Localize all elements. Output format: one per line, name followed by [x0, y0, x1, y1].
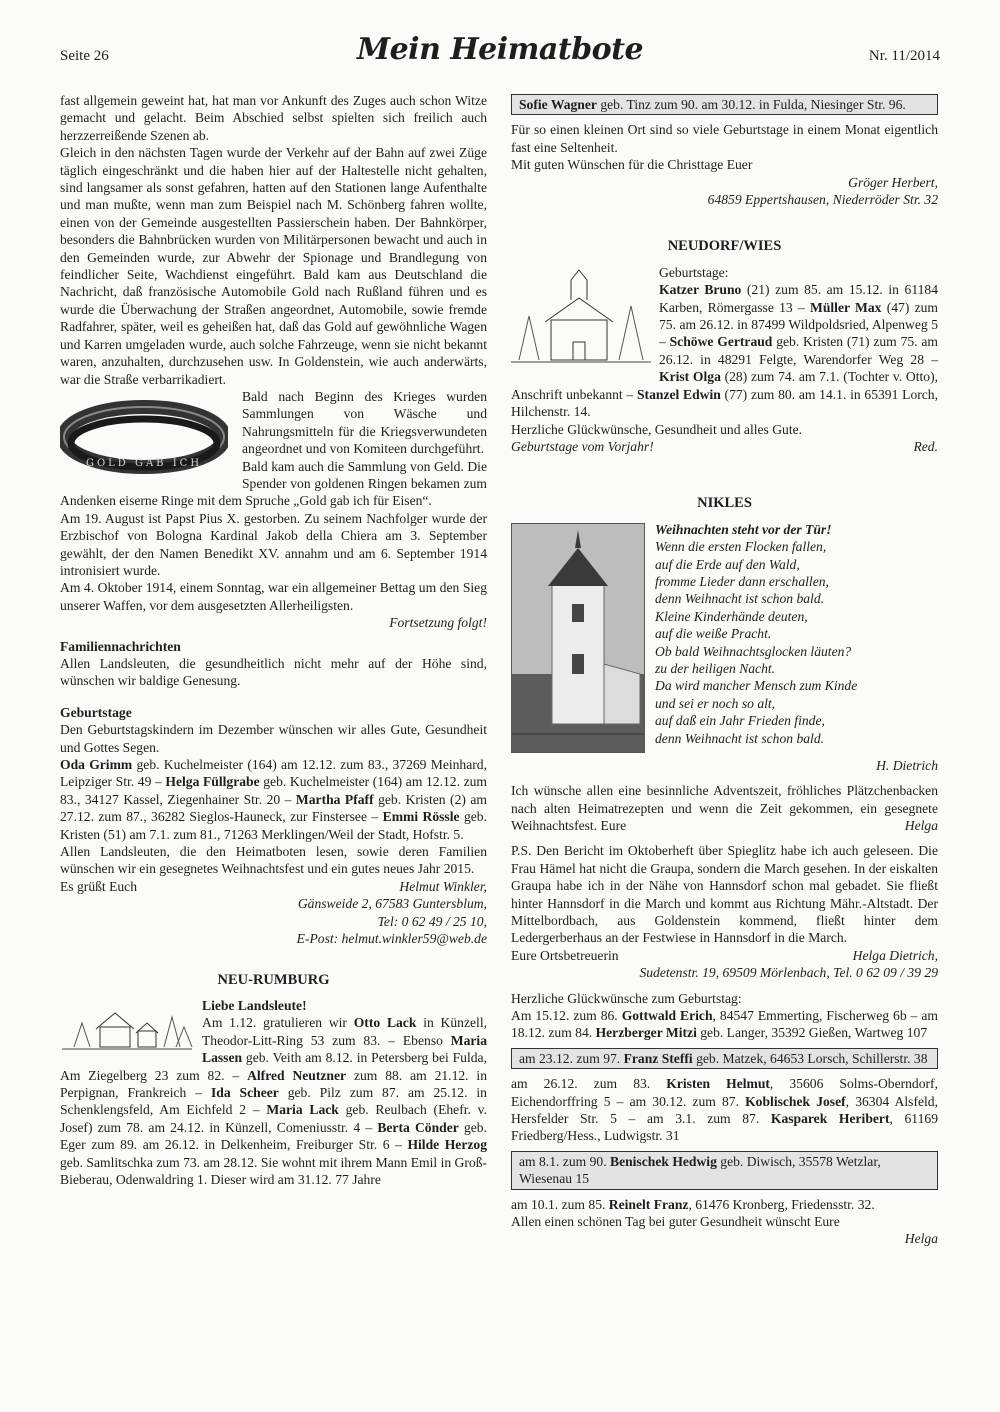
- page-number: Seite 26: [60, 48, 109, 64]
- article-paragraph: Am 19. August ist Papst Pius X. gestorben. Zu seinem Nachfolger wurde der Erzbischof von Bologna Kardinal Jakob della Chiera am 3. September gewählt, der den Namen Benedikt XV. annahm und am 6. September 1914 intronisiert wurde.: [60, 510, 487, 578]
- poem-line: auf daß ein Jahr Frieden finde,: [655, 713, 825, 729]
- section-heading-neu-rumburg: NEU-RUMBURG: [217, 971, 330, 988]
- birthday-lead: Herzliche Glückwünsche zum Geburtstag:: [511, 990, 742, 1006]
- article-paragraph: Allen Landsleuten, die gesundheitlich nicht mehr auf der Höhe sind, wünschen wir baldige Genesung.: [60, 656, 487, 689]
- birthday-list: am 26.12. zum 83. Kristen Helmut, 35606 Solms-Oberndorf, Eichendorffring 5 – am 30.12. zum 87. Koblischek Josef, 36304 Alsfeld, Hersfelder Str. 5 – am 3.1. zum 87. Kasparek Heribert, 61169 Friedberg/Hess., Ludwigstr. 31: [511, 1076, 938, 1144]
- signature-name: Helga: [904, 1231, 938, 1247]
- birthday-lead: Geburtstage:: [659, 264, 729, 280]
- editor-mark: Red.: [913, 438, 938, 454]
- section-heading: Geburtstage: [60, 704, 132, 720]
- article-paragraph: Den Geburtstagskindern im Dezember wünschen wir alles Gute, Gesundheit und Gottes Segen.: [60, 722, 487, 755]
- greeting: Es grüßt Euch: [60, 878, 138, 894]
- left-column: [60, 92, 487, 1188]
- signature-name: Helga: [904, 817, 938, 833]
- poem-author: H. Dietrich: [876, 757, 938, 773]
- signature-role: Eure Ortsbetreuerin: [511, 947, 619, 963]
- poem-line: denn Weihnacht ist schon bald.: [655, 730, 825, 746]
- article-paragraph: Mit guten Wünschen für die Christtage Euer: [511, 157, 753, 173]
- birthday-list: am 10.1. zum 85. Reinelt Franz, 61476 Kronberg, Friedensstr. 32.: [511, 1196, 875, 1212]
- poem-line: fromme Lieder dann erschallen,: [655, 573, 829, 589]
- poem-line: Kleine Kinderhände deuten,: [655, 608, 808, 624]
- signature-name: Helga Dietrich,: [852, 947, 938, 963]
- signature-name: Helmut Winkler,: [399, 878, 487, 894]
- signature-address: Sudetenstr. 19, 69509 Mörlenbach, Tel. 0 62 09 / 39 29: [639, 965, 938, 981]
- signature-phone: Tel: 0 62 49 / 25 10,: [377, 913, 487, 929]
- right-column: [511, 92, 938, 1248]
- article-paragraph: Am 4. Oktober 1914, einem Sonntag, war ein allgemeiner Bettag um den Sieg unserer Waffen, vor dem ausgesetzten Allerheiligsten.: [60, 580, 487, 613]
- poem-line: denn Weihnacht ist schon bald.: [655, 591, 825, 607]
- poem-line: Wenn die ersten Flocken fallen,: [655, 539, 827, 555]
- poem-title: Weihnachten steht vor der Tür!: [655, 521, 832, 537]
- highlight-box: am 23.12. zum 97. Franz Steffi geb. Matzek, 64653 Lorsch, Schillerstr. 38: [511, 1048, 938, 1069]
- issue-number: Nr. 11/2014: [868, 48, 940, 64]
- masthead-title: Mein Heimatbote: [356, 32, 644, 67]
- village-sketch: [60, 999, 194, 1055]
- signature-address: 64859 Eppertshausen, Niederröder Str. 32: [707, 192, 938, 208]
- poem-line: Da wird mancher Mensch zum Kinde: [655, 678, 858, 694]
- church-tower-photo: [511, 523, 645, 753]
- section-heading: Familiennachrichten: [60, 638, 181, 654]
- section-heading-nikles: NIKLES: [697, 495, 752, 512]
- poem-line: auf die Erde auf den Wald,: [655, 556, 800, 572]
- poem-line: auf die weiße Pracht.: [655, 626, 772, 642]
- continuation-note: Fortsetzung folgt!: [389, 615, 487, 631]
- signature-email: E-Post: helmut.winkler59@web.de: [296, 931, 487, 947]
- section-heading-neudorf-wies: NEUDORF/WIES: [667, 238, 782, 255]
- article-paragraph: Ich wünsche allen eine besinnliche Adventszeit, fröhliches Plätzchenbacken nach alten Heimatrezepten und wenn die Zeit gekommen, ein gesegnete Weihnachtsfest. Eure: [511, 783, 938, 833]
- article-paragraph: fast allgemein geweint hat, hat man vor Ankunft des Zuges auch schon Witze gemacht und gelacht. Beim Abschied selbst spielten sich freilich auch herzzerreißende Szenen ab.: [60, 93, 487, 143]
- article-paragraph: Herzliche Glückwünsche, Gesundheit und alles Gute.: [511, 421, 803, 437]
- poem-line: Ob bald Weihnachtsglocken läuten?: [655, 643, 852, 659]
- article-paragraph: Für so einen kleinen Ort sind so viele Geburtstage in einem Monat eigentlich fast eine Seltenheit.: [511, 122, 938, 155]
- birthday-list: Am 1.12. gratulieren wir Otto Lack in Künzell, Theodor-Litt-Ring 53 zum 83. – Ebenso Maria Lassen geb. Veith am 8.12. in Petersberg bei Fulda, Am Ziegelberg 23 zum 82. – Alfred Neutzner zum 88. am 21.12. in Perpignan, Frankreich – Ida Scheer geb. Pilz zum 87. am 25.12. in Schenklengsfeld, Am Eichfeld 2 – Maria Lack geb. Reulbach (Ehefr. v. Josef) zum 78. am 24.12. in Künzell, Comeniusstr. 4 – Berta Cönder geb. Eger zum 89. am 26.12. in Delkenheim, Freiburger Str. 6 – Hilde Herzog geb. Samlitschka zum 73. am 28.12. Sie wohnt mit ihrem Mann Emil in Groß-Bieberau, Odenwaldring 1. Dieser wird am 31.12. 77 Jahre: [60, 1015, 488, 1187]
- signature-address: Gänsweide 2, 67583 Guntersblum,: [297, 896, 487, 912]
- signature-name: Gröger Herbert,: [848, 174, 938, 190]
- birthday-list: Katzer Bruno (21) zum 85. am 15.12. in 61184 Karben, Römergasse 13 – Müller Max (47) zum 75. am 26.12. in 87499 Wildpoldsried, Alpenweg 5 – Schöwe Gertraud geb. Kristen (71) zum 75. am 26.12. in 48291 Felgte, Warendorfer Weg 28 – Krist Olga (28) zum 74. am 7.1. (Tochter v. Otto), Anschrift unbekannt – Stanzel Edwin (77) zum 80. am 14.1. in 65391 Lorch, Hilchenstr. 14.: [511, 282, 939, 420]
- article-paragraph: P.S. Den Bericht im Oktoberheft über Spieglitz habe ich auch geleseen. Die Frau Hämel hat nicht die Graupa, sondern die March gesehen. In der eiskalten Graupa habe ich in der Nähe von Hannsdorf schon mal gebadet. Sie fließt hinter Hannsdorf in die March und kommt aus Richtung Mähr.-Altstadt. Der Mittelbordbach, aus Goldenstein kommend, fließt hinter dem Ledergerberhaus an der Festwiese in Hannsdorf in die March.: [511, 843, 938, 946]
- article-paragraph: Gleich in den nächsten Tagen wurde der Verkehr auf der Bahn auf zwei Züge täglich eingeschränkt und die haben hier auf der Haltestelle nicht gehalten, sind langsamer als sonst gefahren, hatten auf den Stationen lange Aufenthalte und man mußte, wenn man zum Beispiel nach M. Schönberg fahren wollte, einen von der Gemeinde ausgestellten Passierschein haben. Der Bahnkörper, besonders die Bahnbrücken wurden von Militärpersonen bewacht und auch in den Gemeinden wurde, zur Abwehr der Spionage und Brandlegung von feindlicher Seite, Wachdienst eingeführt. Bald kam aus Deutschland die Nachricht, daß französische Automobile Gold nach Rußland führen und es wurde die Überwachung der Straßen angeordnet, Automobile, sowie fremde Radfahrer, später, weil es geheißen hat, daß das Gold auf gewöhnliche Wagen und Karren umgeladen wurde, auch solche Fahrzeuge, wenn sie nicht bekannt waren, anzuhalten, durchzusehen usw. In Goldenstein, wie auch anderwärts, war die Straße verbarrikadiert.: [60, 145, 487, 387]
- poem-line: und sei er noch so alt,: [655, 695, 776, 711]
- highlight-box: Sofie Wagner geb. Tinz zum 90. am 30.12. in Fulda, Niesinger Str. 96.: [511, 94, 938, 115]
- iron-ring-photo: [60, 394, 228, 480]
- poem-line: zu der heiligen Nacht.: [655, 660, 776, 676]
- editor-note: Geburtstage vom Vorjahr!: [511, 438, 654, 454]
- ring-inscription: GOLD GAB ICH: [85, 457, 203, 469]
- greeting-heading: Liebe Landsleute!: [202, 997, 307, 1013]
- article-paragraph: Allen Landsleuten, die den Heimatboten lesen, sowie deren Familien wünschen wir ein gesegnetes Weihnachtsfest und ein gutes neues Jahr 2015.: [60, 844, 487, 877]
- church-sketch: [511, 266, 651, 370]
- article-paragraph: Bald kam auch die Sammlung von Geld. Die Spender von goldenen Ringen bekamen zum Andenken eiserne Ringe mit dem Spruche „Gold gab ich für Eisen“.: [60, 458, 487, 509]
- birthday-list: Am 15.12. zum 86. Gottwald Erich, 84547 Emmerting, Fischerweg 6b – am 18.12. zum 84. Herzberger Mitzi geb. Langer, 35392 Gießen, Wartweg 107: [511, 1008, 938, 1041]
- birthday-list: Oda Grimm geb. Kuchelmeister (164) am 12.12. zum 83., 37269 Meinhard, Leipziger Str. 49 – Helga Füllgrabe geb. Kuchelmeister (164) am 12.12. zum 83., 34127 Kassel, Ziegenhainer Str. 20 – Martha Pfaff geb. Kristen (2) am 27.12. zum 87., 36282 Sieglos-Hauneck, zur Finstersee – Emmi Rössle geb. Kristen (51) am 7.1. zum 81., 71263 Merklingen/Weil der Stadt, Hofstr. 5.: [60, 757, 488, 842]
- highlight-box: am 8.1. zum 90. Benischek Hedwig geb. Diwisch, 35578 Wetzlar, Wiesenau 15: [511, 1151, 938, 1190]
- article-paragraph: Bald nach Beginn des Krieges wurden Sammlungen von Wäsche und Nahrungsmitteln für die Kriegsverwundeten angeordnet und von Komiteen durchgeführt.: [242, 388, 487, 457]
- article-paragraph: Allen einen schönen Tag bei guter Gesundheit wünscht Eure: [511, 1214, 840, 1230]
